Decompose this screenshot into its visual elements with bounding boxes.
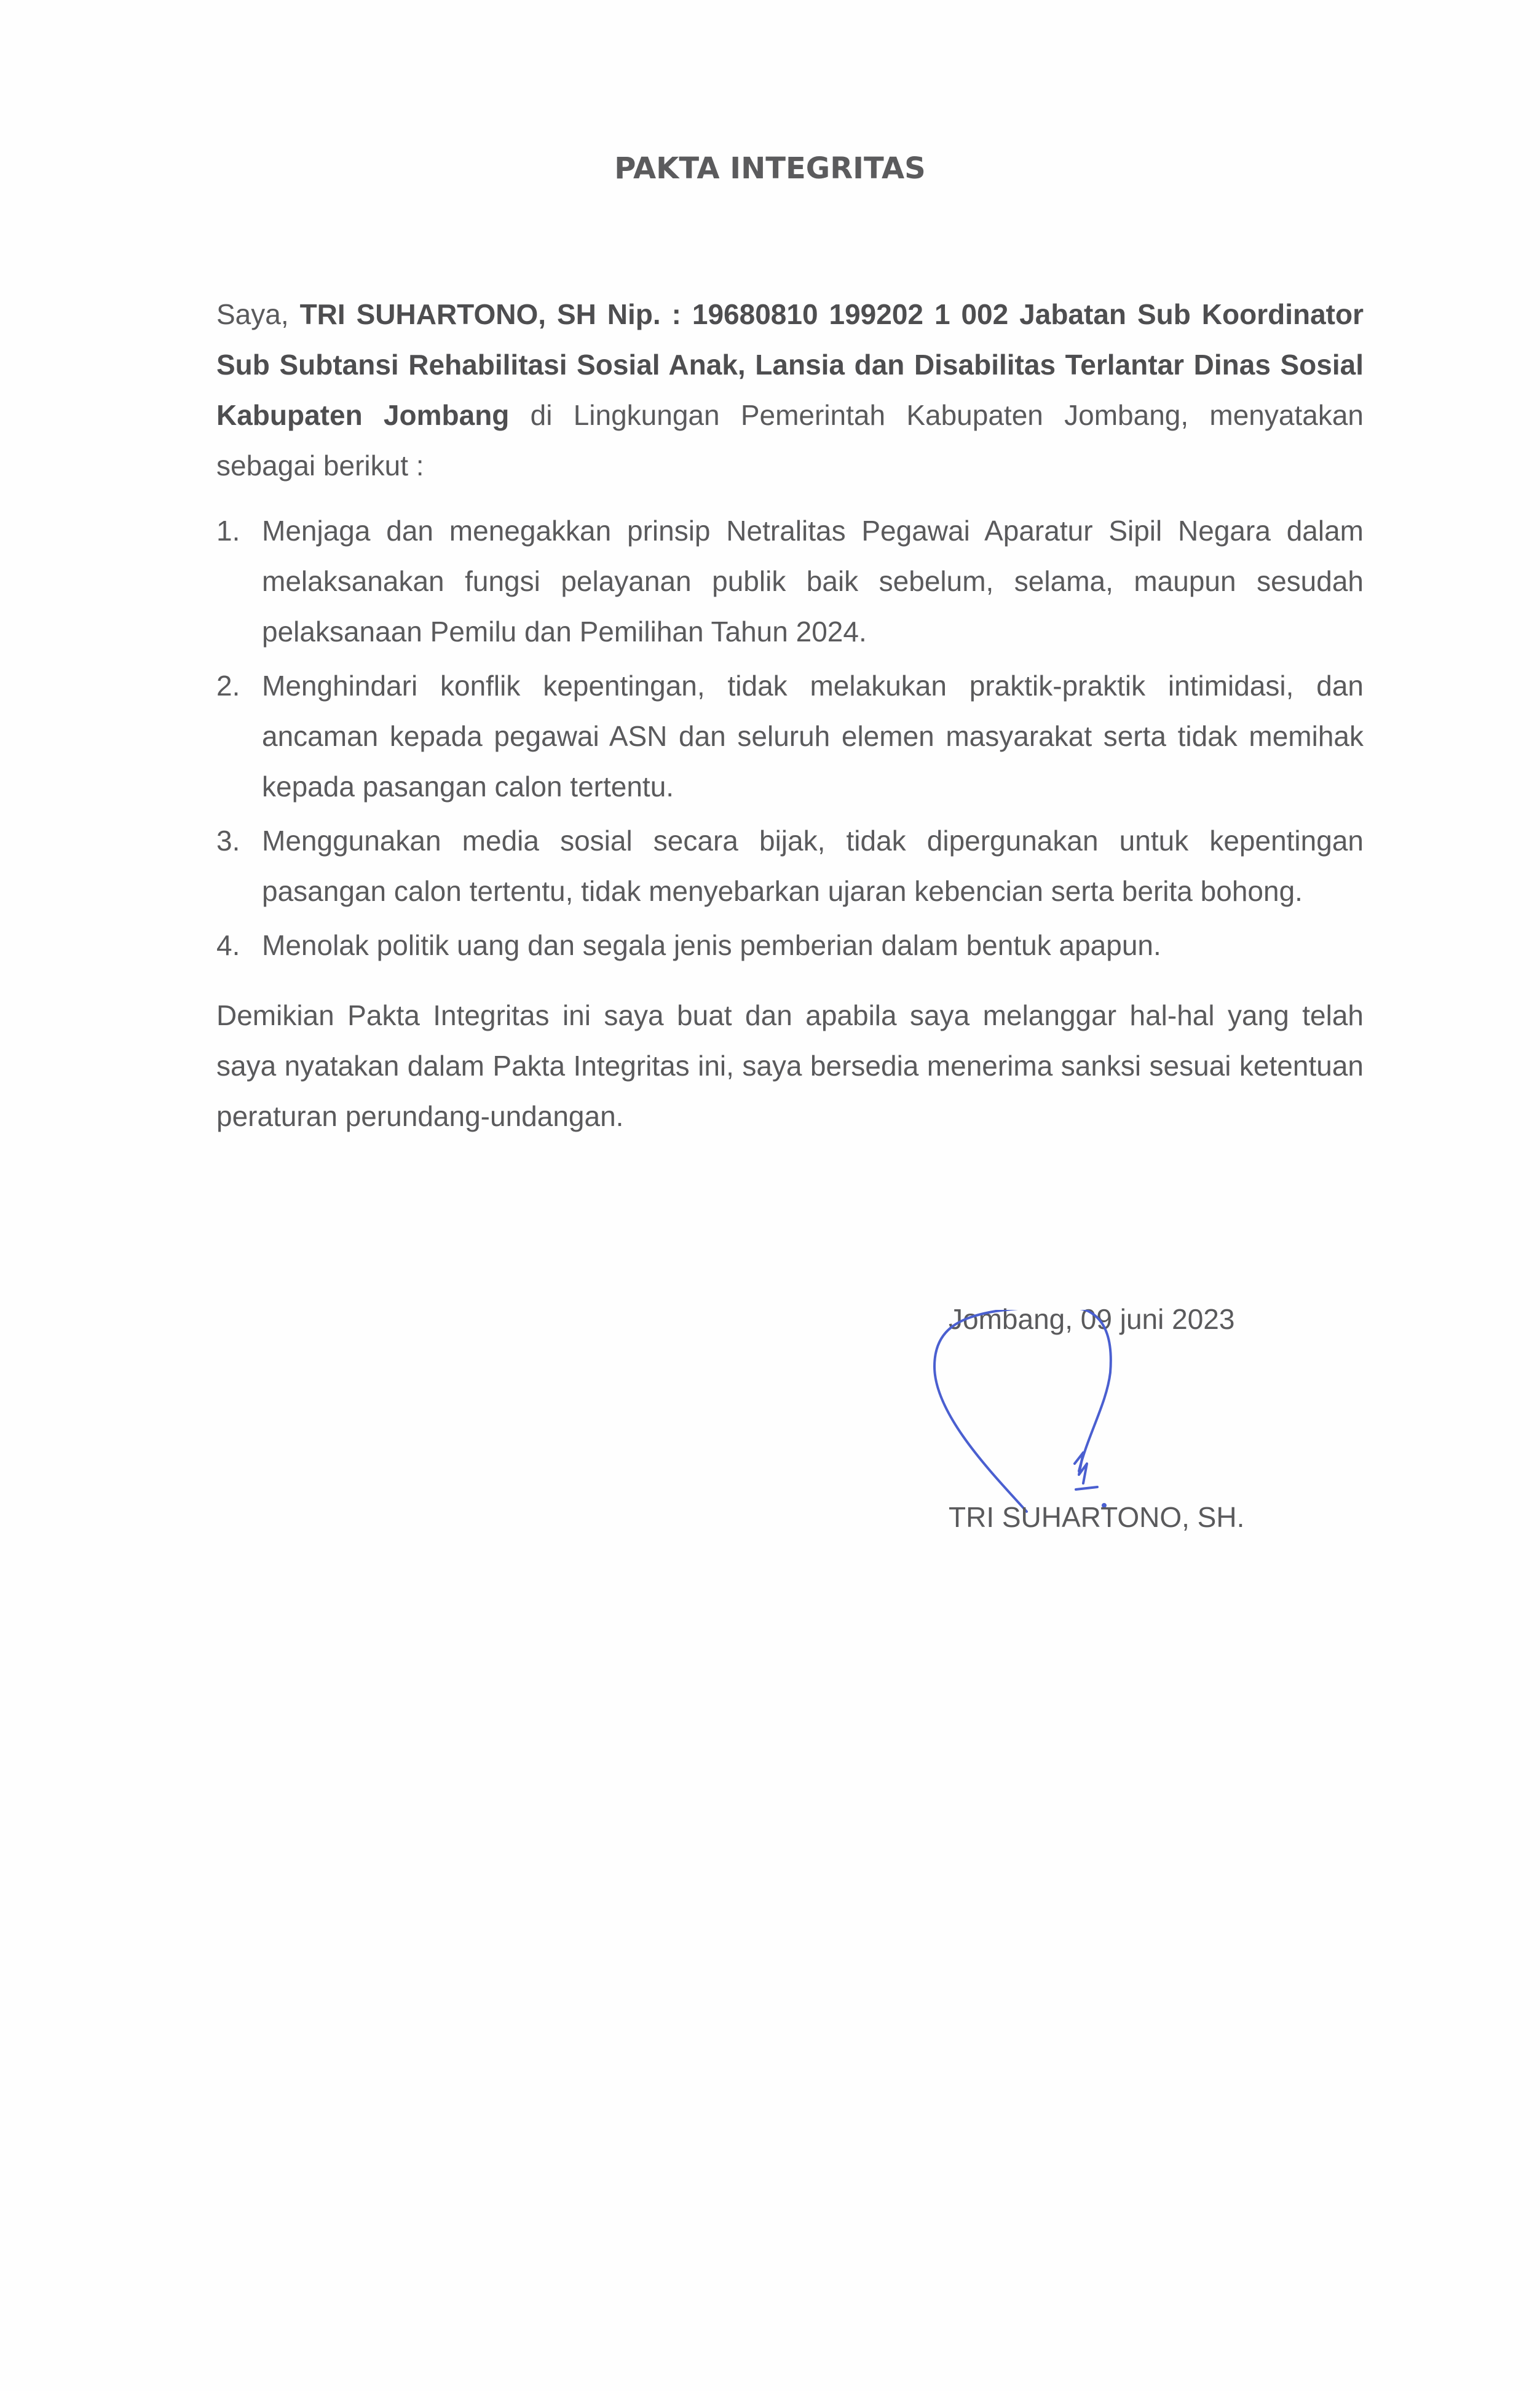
list-item-number: 1. bbox=[216, 515, 240, 547]
list-item-number: 3. bbox=[216, 825, 240, 857]
intro-suffix: di Lingkungan Pemerintah Kabupaten Jombang, menyatakan sebagai berikut : bbox=[216, 399, 1364, 482]
closing-paragraph: Demikian Pakta Integritas ini saya buat dan apabila saya melanggar hal-hal yang telah saya nyatakan dalam Pakta Integritas ini, saya bersedia menerima sanksi sesuai ketentuan peraturan perundang-undangan. bbox=[216, 999, 1364, 1132]
intro-identity-bold: TRI SUHARTONO, SH Nip. : 19680810 199202 1 002 Jabatan Sub Koordinator Sub Subtansi Rehabilitasi Sosial Anak, Lansia dan Disabilitas Terlantar Dinas Sosial Kabupaten Jombang bbox=[216, 298, 1364, 431]
list-item-text: Menghindari konflik kepentingan, tidak melakukan praktik-praktik intimidasi, dan ancaman kepada pegawai ASN dan seluruh elemen masyarakat serta tidak memihak kepada pasangan calon tertentu. bbox=[262, 670, 1364, 803]
list-item bbox=[216, 815, 1364, 916]
list-item-text: Menolak politik uang dan segala jenis pemberian dalam bentuk apapun. bbox=[262, 929, 1161, 961]
list-item-number: 4. bbox=[216, 929, 240, 961]
list-item bbox=[216, 660, 1364, 812]
intro-prefix: Saya, bbox=[216, 298, 300, 330]
signature-place-date: Jombang, 09 juni 2023 bbox=[949, 1303, 1235, 1335]
document-title: PAKTA INTEGRITAS bbox=[614, 151, 926, 186]
list-item bbox=[216, 920, 1364, 970]
handwritten-signature bbox=[922, 1310, 1205, 1513]
list-item-number: 2. bbox=[216, 670, 240, 702]
statement-list bbox=[216, 506, 1364, 974]
list-item-text: Menjaga dan menegakkan prinsip Netralitas Pegawai Aparatur Sipil Negara dalam melaksanakan fungsi pelayanan publik baik sebelum, selama, maupun sesudah pelaksanaan Pemilu dan Pemilihan Tahun 2024. bbox=[262, 515, 1364, 648]
signatory-name: TRI SUHARTONO, SH. bbox=[949, 1501, 1245, 1533]
intro-paragraph bbox=[216, 289, 1364, 491]
list-item bbox=[216, 506, 1364, 657]
list-item-text: Menggunakan media sosial secara bijak, tidak dipergunakan untuk kepentingan pasangan calon tertentu, tidak menyebarkan ujaran kebencian serta berita bohong. bbox=[262, 825, 1364, 907]
